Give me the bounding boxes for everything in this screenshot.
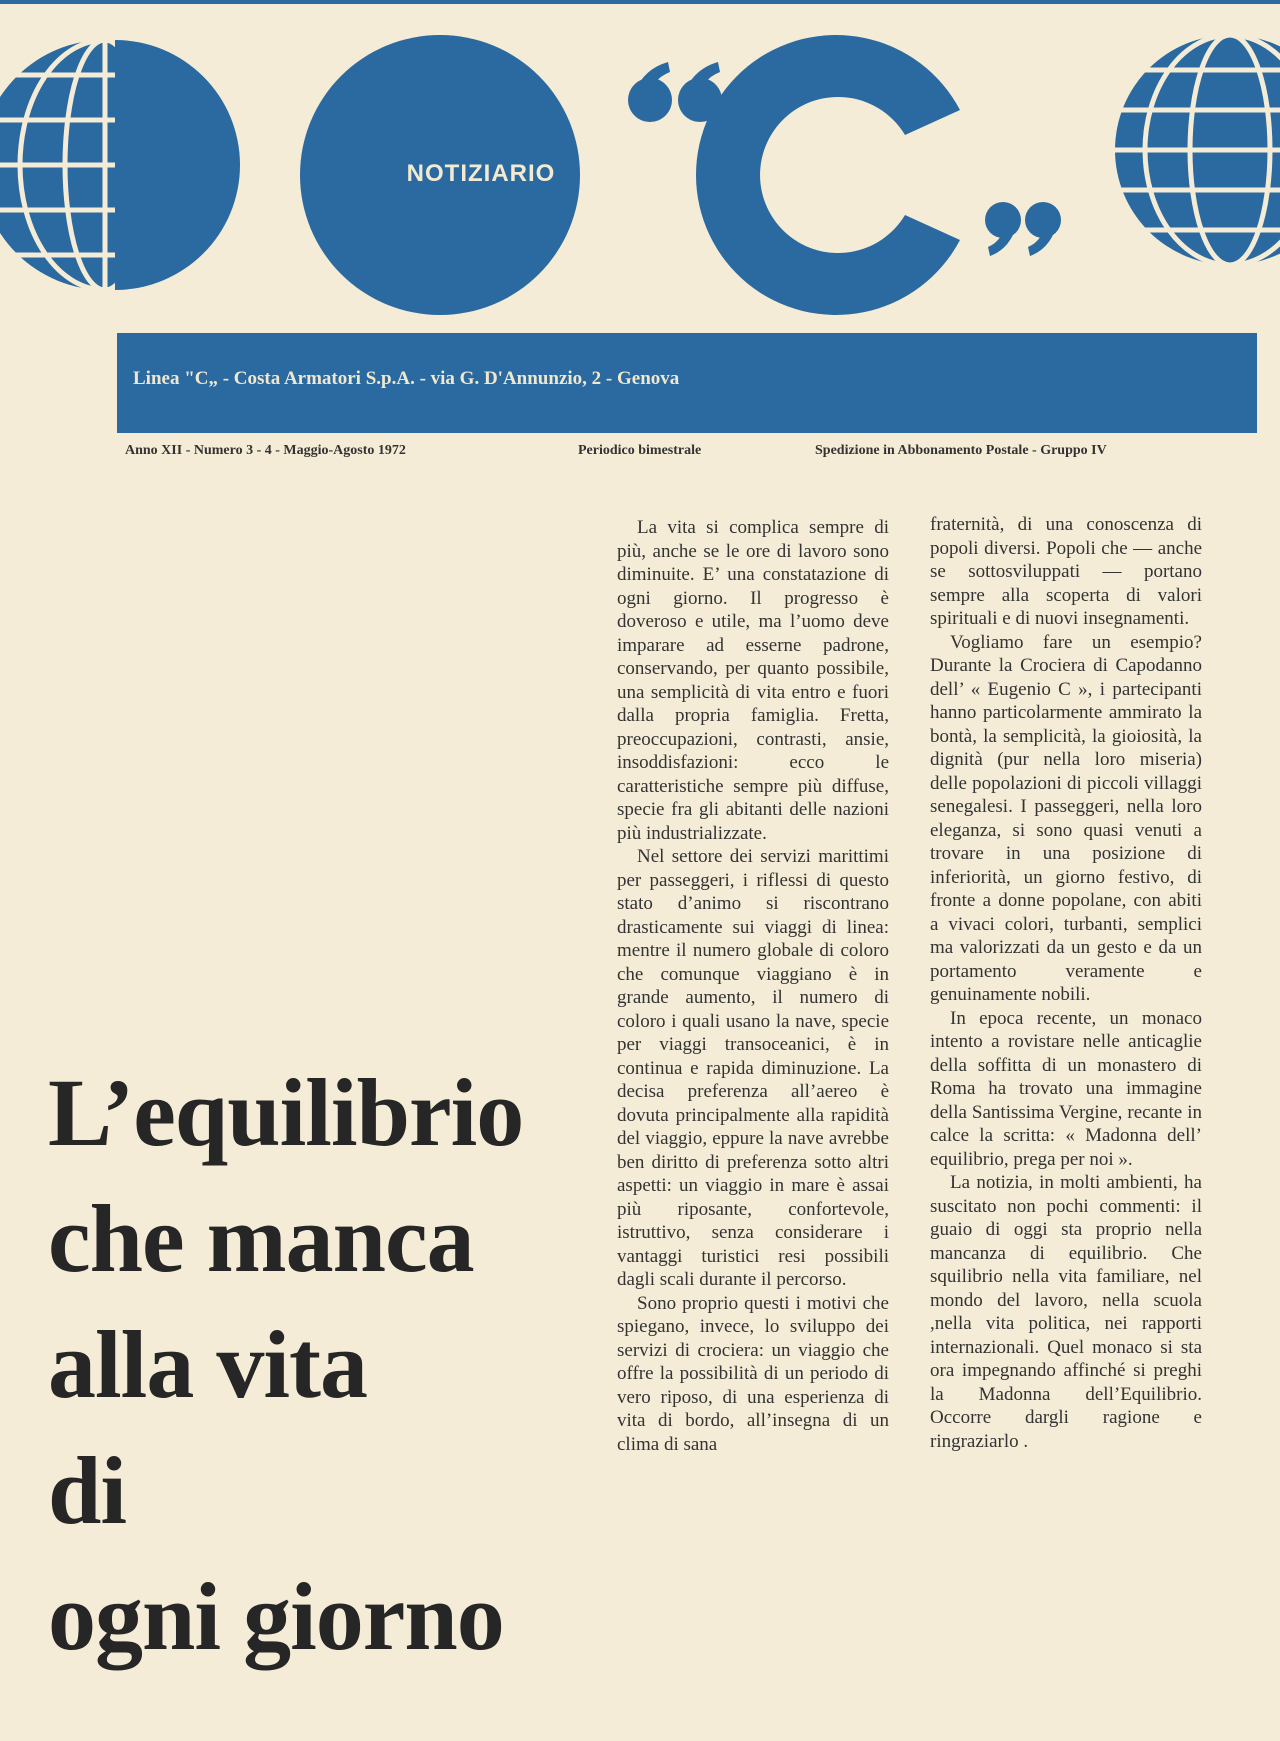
paragraph: Vogliamo fare un esempio? Durante la Crociera di Capodanno dell’ « Eugenio C », i partecipanti hanno particolarmente ammirato la bontà, la semplicità, la gioiosità, la dignità (pur nella loro miseria) delle popolazioni di piccoli villaggi senegalesi. I passeggeri, nella loro eleganza, si sono quasi venuti a trovare in una posizione di inferiorità, un giorno festivo, di fronte a donne popolane, con abiti a vivaci colori, turbanti, semplici ma valorizzati da un gesto e da un portamento veramente e genuinamente nobili.: [930, 631, 1202, 1005]
article-column-2: [930, 513, 1202, 1453]
headline-line: alla vita: [48, 1311, 367, 1418]
globe-half: [115, 40, 240, 290]
headline-line: che manca: [48, 1185, 474, 1292]
headline-line: L’equilibrio: [48, 1059, 524, 1166]
shipping-info: Spedizione in Abbonamento Postale - Gruppo IV: [815, 443, 1107, 458]
brand-title: NOTIZIARIO: [406, 160, 556, 187]
paragraph: In epoca recente, un monaco intento a rovistare nelle anticaglie della soffitta di un monastero di Roma ha trovato una immagine della Santissima Vergine, recante in calce la scritta: « Madonna dell’ equilibrio, prega per noi ».: [930, 1007, 1202, 1170]
frequency-info: Periodico bimestrale: [578, 443, 702, 458]
paragraph: fraternità, di una conoscenza di popoli diversi. Popoli che — anche se sottosviluppati — portano sempre alla scoperta di valori spirituali e di nuovi insegnamenti.: [930, 514, 1202, 629]
logo-c: [696, 35, 960, 315]
headline: [48, 1050, 608, 1680]
article-column-1: [617, 516, 889, 1456]
logo-quotes-open: [628, 62, 722, 122]
paragraph: Nel settore dei servizi marittimi per passeggeri, i riflessi di questo stato d’animo si riscontrano drasticamente sui viaggi di linea: mentre il numero globale di coloro che comunque viaggiano è in grande aumento, il numero di coloro i quali usano la nave, specie per viaggi transoceanici, è in continua e rapida diminuzione. La decisa preferenza all’aereo è dovuta principalmente alla rapidità del viaggio, eppure la nave avrebbe ben diritto di preferenza sotto altri aspetti: un viaggio in mare è assai più riposante, confortevole, istruttivo, senza considerare i vantaggi turistici resi possibili dagli scali durante il percorso.: [617, 846, 889, 1290]
logo-quotes-close: [985, 202, 1061, 256]
globe-icon: [1115, 35, 1280, 265]
masthead-art: [0, 0, 1280, 340]
headline-line: di: [48, 1437, 127, 1544]
paragraph: La vita si complica sempre di più, anche se le ore di lavoro sono diminuite. E’ una constatazione di ogni giorno. Il progresso è doveroso e utile, ma l’uomo deve imparare ad esserne padrone, conservando, per quanto possibile, una semplicità di vita entro e fuori dalla propria famiglia. Fretta, preoccupazioni, contrasti, ansie, insoddisfazioni: ecco le caratteristiche sempre più diffuse, specie fra gli abitanti delle nazioni più industrializzate.: [617, 517, 889, 844]
issue-info: Anno XII - Numero 3 - 4 - Maggio-Agosto 1972: [125, 443, 406, 458]
headline-line: ogni giorno: [48, 1563, 504, 1670]
banner-text: Linea "C„ - Costa Armatori S.p.A. - via G. D'Annunzio, 2 - Genova: [133, 368, 680, 389]
paragraph: La notizia, in molti ambienti, ha suscitato non pochi commenti: il guaio di oggi sta proprio nella mancanza di equilibrio. Che squilibrio nella vita familiare, nel mondo del lavoro, nella scuola ,nella vita politica, nei rapporti internazionali. Quel monaco si sta ora impegnando affinché si preghi la Madonna dell’Equilibrio. Occorre dargli ragione e ringraziarlo .: [930, 1172, 1202, 1452]
paragraph: Sono proprio questi i motivi che spiegano, invece, lo sviluppo dei servizi di crociera: un viaggio che offre la possibilità di un periodo di vero riposo, di una esperienza di vita di bordo, all’insegna di un clima di sana: [617, 1292, 889, 1455]
